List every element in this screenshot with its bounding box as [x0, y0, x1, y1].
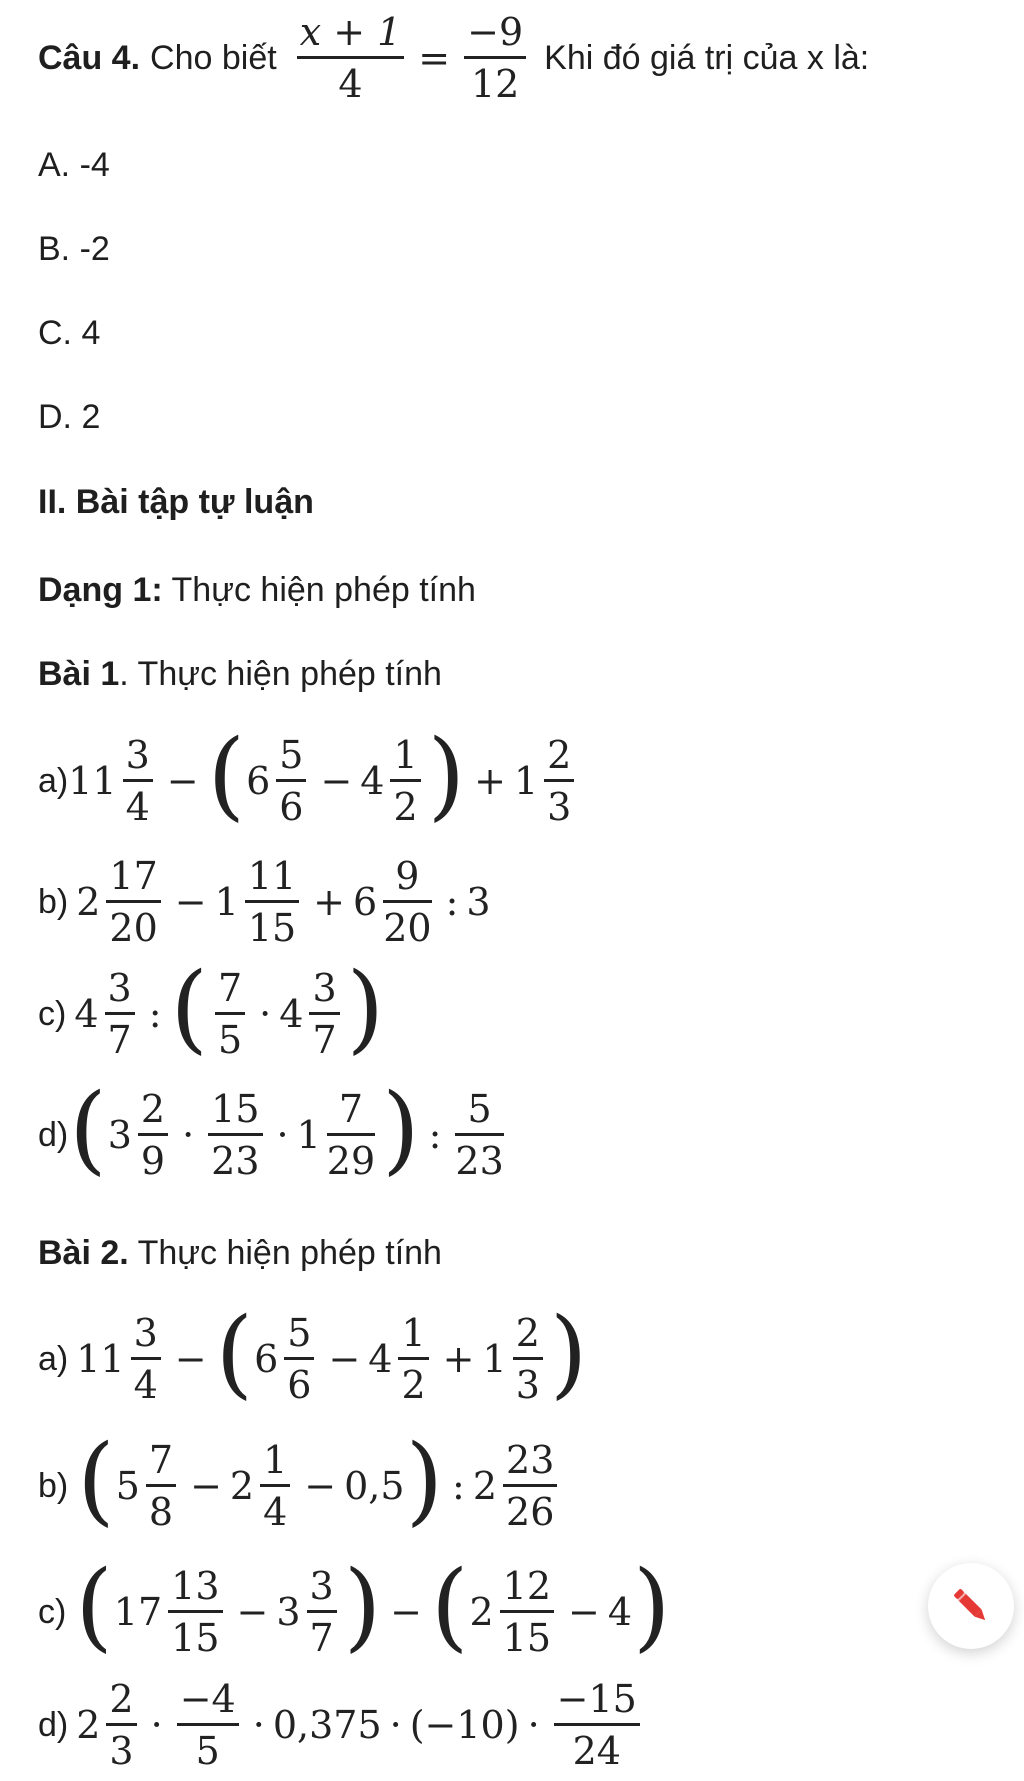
item-label: c) [38, 995, 67, 1033]
item-label: b) [38, 883, 69, 921]
item-label: d) [38, 1706, 69, 1744]
exercise-2-b [38, 1424, 563, 1544]
item-label: c) [38, 1593, 67, 1631]
equation-right-fraction [464, 11, 526, 105]
exercise-1-a [38, 719, 580, 839]
exercise-1-heading [38, 657, 442, 691]
edit-button[interactable] [928, 1563, 1014, 1649]
question-4-number: Câu 4. [38, 39, 141, 77]
exercise-2-d [38, 1672, 646, 1778]
exercise-2-c [38, 1550, 672, 1670]
option-a[interactable]: A. -4 [38, 146, 110, 184]
question-4-equation [291, 11, 532, 105]
expression-1a: 11 $\frac{3}{4}$ − ( 6 $\frac{5}{6}$ − 4 $\frac{1}{2}$ ) + 1 $\frac{2}{3}$ [68, 733, 580, 829]
exercise-1-b [38, 846, 491, 958]
question-4-suffix: Khi đó giá trị của x là: [544, 39, 870, 77]
exercise-2-a [38, 1297, 588, 1418]
form-1-text: Thực hiện phép tính [171, 571, 476, 609]
expression-1c: 4 $\frac{3}{7}$ : ( $\frac{7}{5}$ · 4 $\frac{3}{7}$ ) [74, 952, 385, 1064]
pencil-icon [949, 1584, 993, 1628]
exercise-2-label: Bài 2. [38, 1234, 129, 1272]
equation-right-numerator: −9 [464, 11, 526, 59]
equation-left-numerator: x + 1 [297, 11, 405, 59]
option-d[interactable]: D. 2 [38, 398, 101, 436]
option-c[interactable]: C. 4 [38, 314, 101, 352]
equation-right-denominator: 12 [470, 61, 520, 106]
form-1-label: Dạng 1: [38, 571, 163, 609]
expression-1d: ( 3 $\frac{2}{9}$ · $\frac{15}{23}$ · 1 $\frac{7}{29}$ ) : $\frac{5}{23}$ [69, 1073, 504, 1185]
equation-left-fraction [297, 11, 405, 105]
item-label: a) [38, 1340, 69, 1378]
exercise-1-label: Bài 1 [38, 655, 120, 693]
question-4 [38, 8, 869, 108]
exercise-1-text: . Thực hiện phép tính [119, 655, 442, 693]
equation-left-denominator: 4 [338, 61, 363, 106]
option-b[interactable]: B. -2 [38, 230, 110, 268]
expression-2d: 2 $\frac{2}{3}$ · $\frac{-4}{5}$ · 0,375 · (−10) · $\frac{-15}{24}$ [76, 1678, 646, 1772]
expression-2a: 11 $\frac{3}{4}$ − ( 6 $\frac{5}{6}$ − 4 $\frac{1}{2}$ + 1 $\frac{2}{3}$ ) [76, 1297, 588, 1409]
expression-2c: ( 17 $\frac{13}{15}$ − 3 $\frac{3}{7}$ ) − ( 2 $\frac{12}{15}$ − 4 ) [75, 1550, 671, 1662]
exercise-1-d [38, 1073, 510, 1193]
form-1-heading [38, 573, 476, 607]
item-label: a) [38, 762, 69, 800]
exercise-1-c [38, 952, 385, 1070]
exercise-2-text: Thực hiện phép tính [137, 1234, 442, 1272]
item-label: b) [38, 1467, 69, 1505]
item-label: d) [38, 1116, 69, 1154]
question-4-intro: Cho biết [150, 39, 277, 77]
exercise-2-heading [38, 1236, 442, 1270]
section-title: II. Bài tập tự luận [38, 483, 314, 521]
equals-sign: = [418, 36, 451, 80]
expression-2b: ( 5 $\frac{7}{8}$ − 2 $\frac{1}{4}$ − 0,5 ) : 2 $\frac{23}{26}$ [76, 1438, 563, 1534]
expression-1b: 2 $\frac{17}{20}$ − 1 $\frac{11}{15}$ + 6 $\frac{9}{20}$ : 3 [76, 853, 491, 950]
